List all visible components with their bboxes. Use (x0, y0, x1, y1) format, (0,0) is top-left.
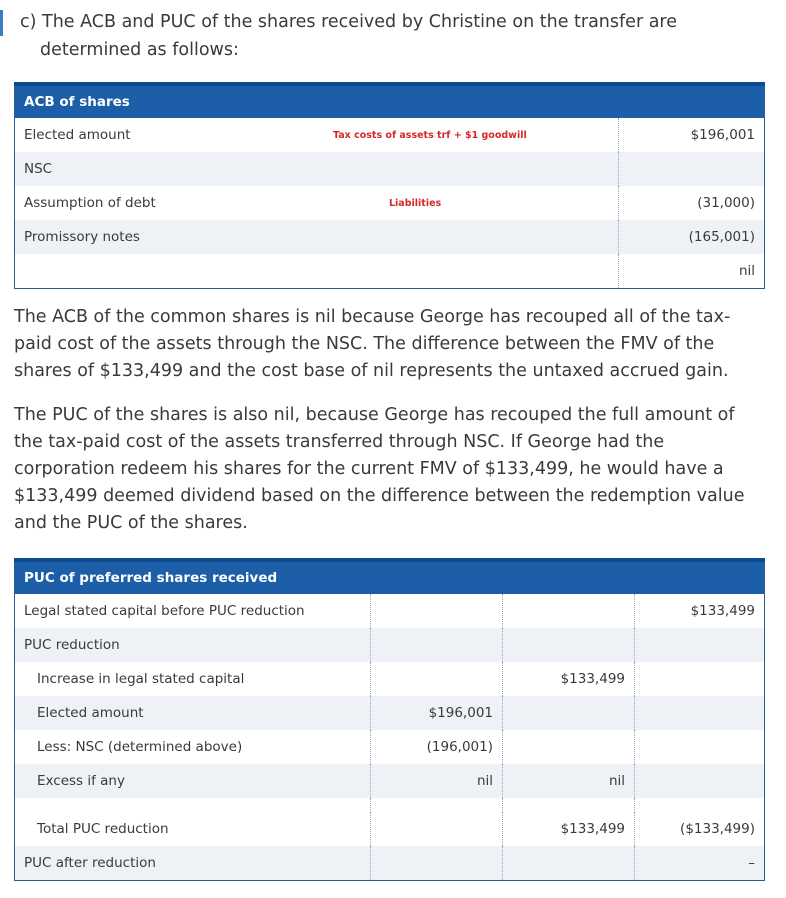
cell-col3: – (635, 846, 765, 880)
row-label (15, 254, 619, 288)
acb-row-label (15, 186, 619, 220)
row-label: NSC (15, 152, 619, 186)
cell-col3 (635, 628, 765, 662)
puc-table (14, 558, 765, 881)
cell-col2 (503, 846, 635, 880)
cell-col2 (503, 594, 635, 628)
acb-header-title: ACB of shares (15, 84, 765, 118)
row-label: Promissory notes (15, 220, 619, 254)
cell-col3: $133,499 (635, 594, 765, 628)
row-value: nil (619, 254, 765, 288)
paragraph-puc-explanation: The PUC of the shares is also nil, because George has recouped the full amount of the tax-paid cost of the assets transferred through NSC. If George had the corporation redeem his shares for the current FMV of $133,499, he would have a $133,499 deemed dividend based on the difference between the redemption value and the PUC of the shares. (14, 405, 745, 533)
cell-col3 (635, 730, 765, 764)
cell-col3 (635, 662, 765, 696)
table-row (15, 186, 765, 220)
table-row (15, 118, 765, 152)
paragraph-acb-explanation: The ACB of the common shares is nil because George has recouped all of the tax-paid cost of the assets through the NSC. The difference between the FMV of the shares of $133,499 and the cost base of nil represents the untaxed accrued gain. (14, 307, 731, 381)
row-value: (31,000) (619, 186, 765, 220)
cell-col2 (503, 696, 635, 730)
row-label: Excess if any (15, 764, 371, 798)
table-row (15, 628, 765, 662)
table-row (15, 846, 765, 880)
cell-col2 (503, 628, 635, 662)
row-label: PUC after reduction (15, 846, 371, 880)
cell-col2 (503, 730, 635, 764)
row-value: (165,001) (619, 220, 765, 254)
table-row (15, 152, 765, 186)
cell-col2: $133,499 (503, 812, 635, 846)
row-label: Legal stated capital before PUC reduction (24, 603, 305, 619)
row-value: $196,001 (619, 118, 765, 152)
table-row (15, 812, 765, 846)
table-row (15, 764, 765, 798)
row-label: Elected amount (15, 696, 371, 730)
cell-col2: nil (503, 764, 635, 798)
cell-col1 (371, 846, 503, 880)
acb-row-label (15, 118, 619, 152)
annotation-note: Liabilities (389, 198, 442, 209)
cell-col1: nil (371, 764, 503, 798)
table-row (15, 696, 765, 730)
spacer-row (15, 798, 765, 812)
table-row (15, 730, 765, 764)
row-label: Increase in legal stated capital (37, 671, 245, 687)
row-label: PUC reduction (15, 628, 371, 662)
row-value (619, 152, 765, 186)
puc-header-title: PUC of preferred shares received (15, 560, 765, 594)
puc-table-header (15, 560, 765, 594)
annotation-note: Tax costs of assets trf + $1 goodwill (333, 130, 527, 141)
cell-col2: $133,499 (503, 662, 635, 696)
acb-table (14, 82, 765, 289)
intro-line-1: c) The ACB and PUC of the shares received by Christine on the transfer are (20, 12, 678, 32)
cell-col1: $196,001 (371, 696, 503, 730)
acb-table-header (15, 84, 765, 118)
cell-col1 (371, 594, 503, 628)
cell-col3 (635, 764, 765, 798)
intro-line-2: determined as follows: (40, 40, 239, 60)
row-label: Assumption of debt (24, 195, 156, 211)
cell-col1: (196,001) (371, 730, 503, 764)
table-row (15, 662, 765, 696)
table-row (15, 594, 765, 628)
cell-col1 (371, 628, 503, 662)
cell-col1 (371, 812, 503, 846)
left-accent-bar (0, 10, 3, 36)
cell-col3: ($133,499) (635, 812, 765, 846)
intro-text (20, 8, 770, 64)
table-row (15, 220, 765, 254)
row-label: Total PUC reduction (37, 821, 169, 837)
cell-col1 (371, 662, 503, 696)
cell-col3 (635, 696, 765, 730)
row-label: Elected amount (24, 127, 131, 143)
row-label: Less: NSC (determined above) (37, 739, 243, 755)
table-row (15, 254, 765, 288)
